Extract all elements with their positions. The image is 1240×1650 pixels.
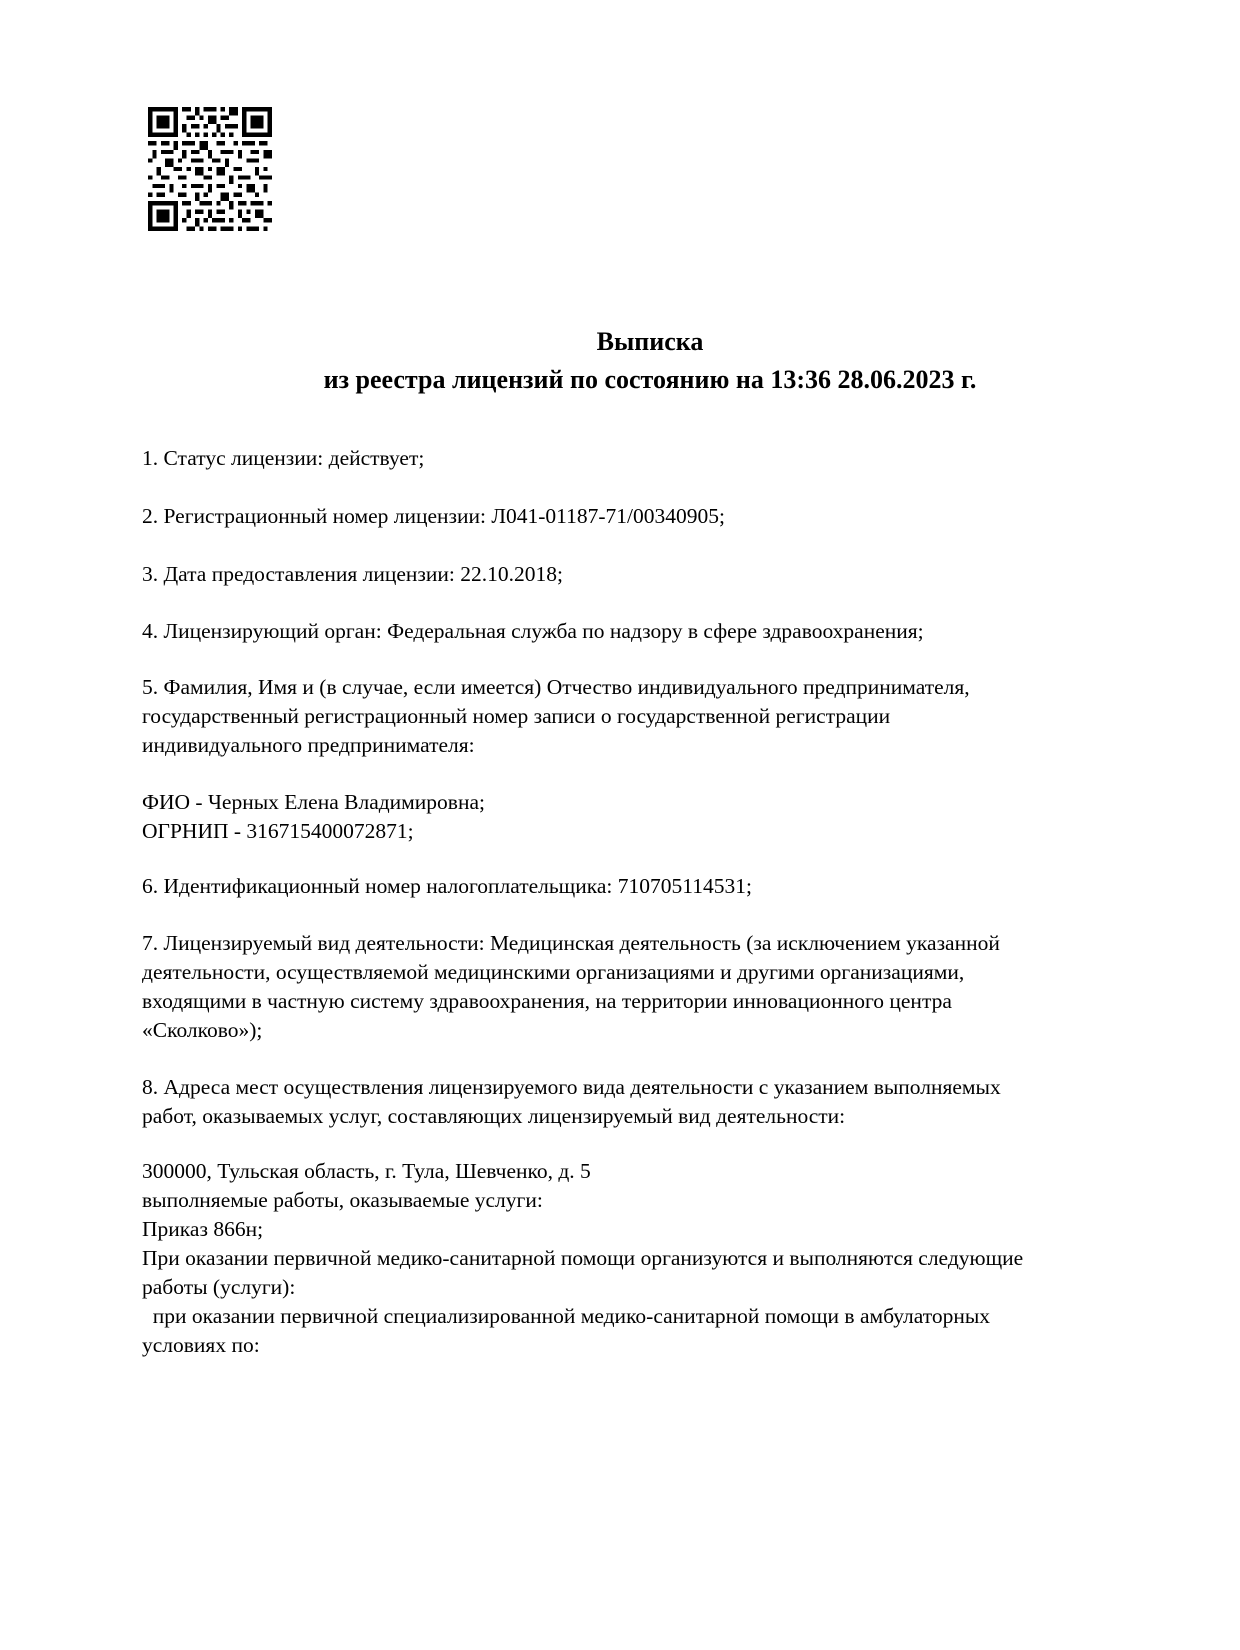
activity-type-line: входящими в частную систему здравоохранения, на территории инновационного центра [142,989,952,1013]
entrepreneur-heading-line: индивидуального предпринимателя: [142,733,475,757]
entrepreneur-heading-line: 5. Фамилия, Имя и (в случае, если имеется) Отчество индивидуального предпринимателя, [142,675,970,699]
entrepreneur-heading-line: государственный регистрационный номер записи о государственной регистрации [142,704,891,728]
licensing-authority: 4. Лицензирующий орган: Федеральная служба по надзору в сфере здравоохранения; [142,619,924,643]
document-subtitle: из реестра лицензий по состоянию на 13:36 28.06.2023 г. [323,365,977,394]
activity-type-line: «Сколково»); [142,1018,263,1042]
license-date: 3. Дата предоставления лицензии: 22.10.2018; [142,562,563,586]
entrepreneur-ogrnip: ОГРНИП - 316715400072871; [142,819,414,843]
address-line: 300000, Тульская область, г. Тула, Шевченко, д. 5 [142,1159,591,1183]
addresses-heading-line: 8. Адреса мест осуществления лицензируемого вида деятельности с указанием выполняемых [142,1075,1001,1099]
license-status: 1. Статус лицензии: действует; [142,446,425,470]
addresses-heading-line: работ, оказываемых услуг, составляющих лицензируемый вид деятельности: [142,1104,846,1128]
license-number: 2. Регистрационный номер лицензии: Л041-01187-71/00340905; [142,504,725,528]
activity-type-line: 7. Лицензируемый вид деятельности: Медицинская деятельность (за исключением указанной [142,931,1000,955]
services-text-line: при оказании первичной специализированной медико-санитарной помощи в амбулаторных [142,1304,991,1328]
document-title: Выписка [596,327,704,356]
services-text-line: работы (услуги): [142,1275,296,1299]
activity-type-line: деятельности, осуществляемой медицинскими организациями и другими организациями, [142,960,965,984]
qr-code-icon [148,107,272,231]
order-reference: Приказ 866н; [142,1217,264,1241]
services-label: выполняемые работы, оказываемые услуги: [142,1188,543,1212]
services-text-line: условиях по: [142,1333,260,1357]
taxpayer-number: 6. Идентификационный номер налогоплательщика: 710705114531; [142,874,752,898]
entrepreneur-fio: ФИО - Черных Елена Владимировна; [142,790,485,814]
services-text-line: При оказании первичной медико-санитарной помощи организуются и выполняются следующие [142,1246,1024,1270]
